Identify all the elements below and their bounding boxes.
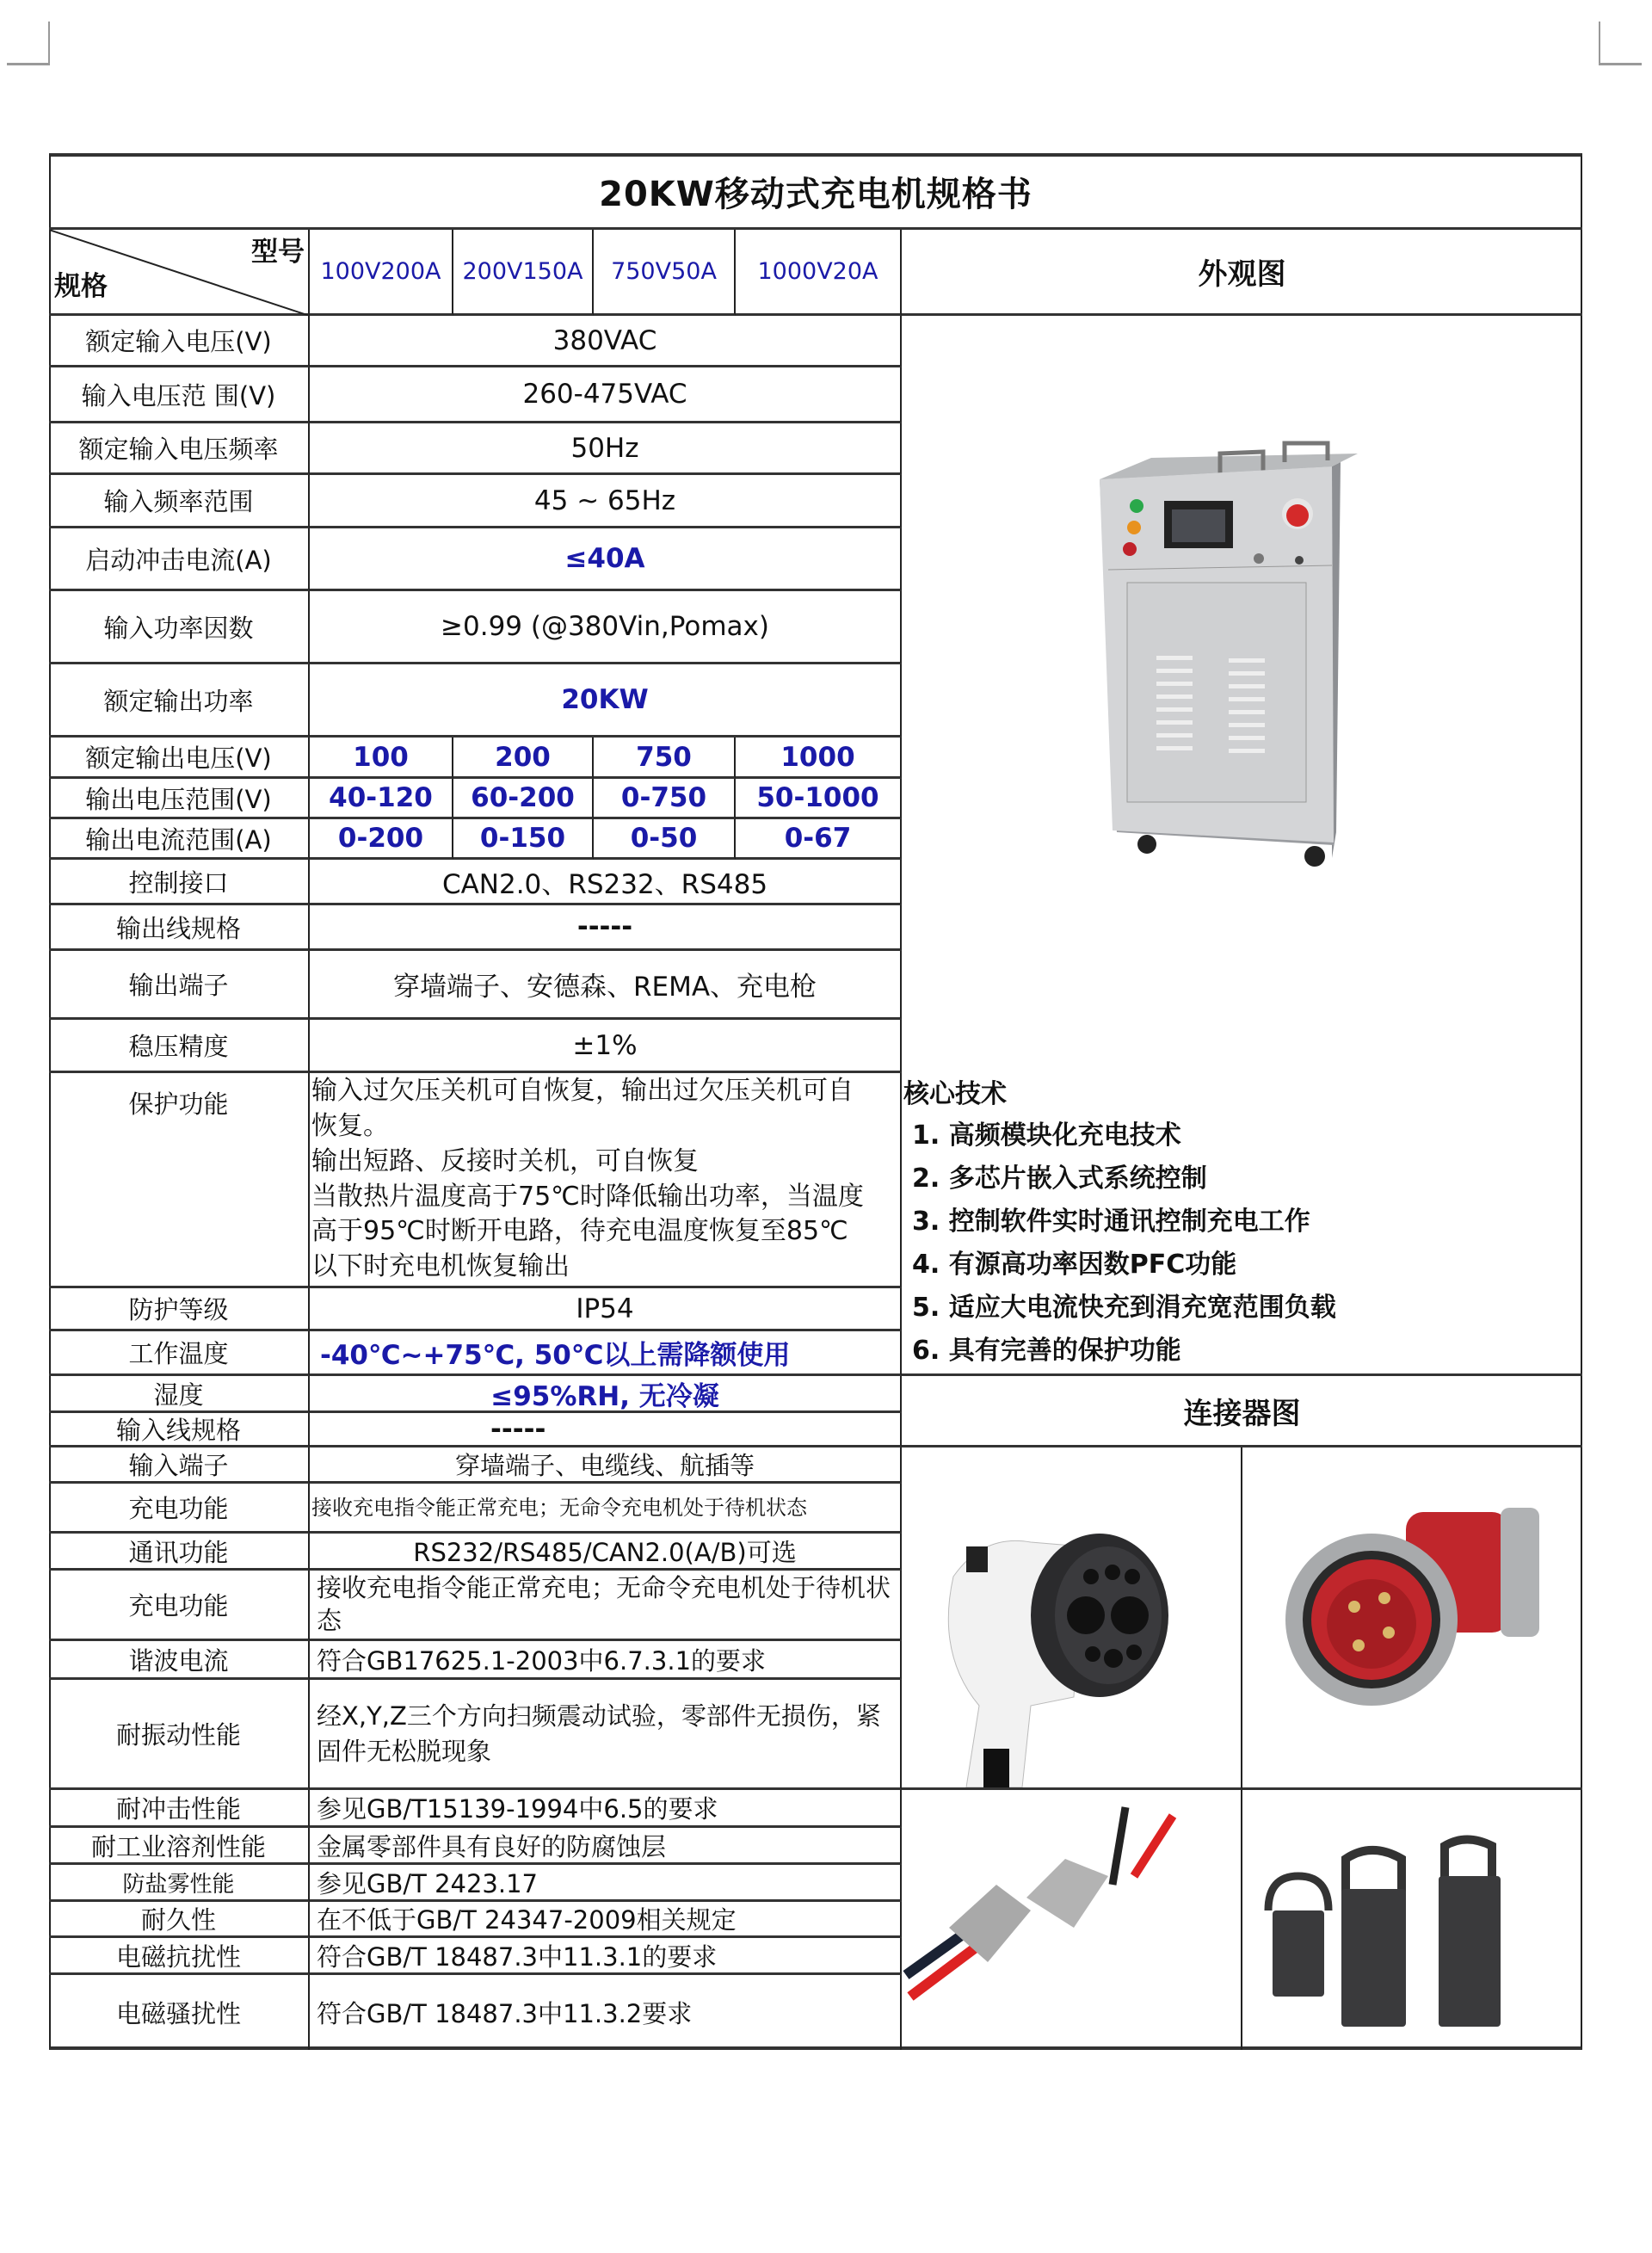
spec-value: 45 ~ 65Hz [310, 475, 902, 528]
model-value: 0-200 [310, 819, 453, 860]
spec-label: 启动冲击电流(A) [49, 528, 310, 591]
protection-line: 高于95℃时断开电路，待充电温度恢复至85℃ [311, 1216, 848, 1247]
ev-charging-gun-cell [902, 1447, 1242, 1790]
spec-label: 输入电压范 围(V) [49, 367, 310, 423]
spec-value: ≤95%RH, 无冷凝 [310, 1376, 902, 1413]
crop-mark-top-right [1599, 22, 1642, 65]
spec-label: 额定输入电压频率 [49, 423, 310, 475]
core-tech-item: 5. 适应大电流快充到涓充宽范围负载 [912, 1293, 1336, 1323]
spec-label: 充电功能 [49, 1571, 310, 1641]
spec-value: 260-475VAC [310, 367, 902, 423]
crop-mark-top-left [7, 22, 50, 65]
model-header-3: 750V50A [594, 230, 736, 316]
connector-header: 连接器图 [902, 1376, 1582, 1447]
protection-line: 输出短路、反接时关机，可自恢复 [311, 1145, 699, 1176]
core-tech-item: 6. 具有完善的保护功能 [912, 1336, 1181, 1366]
spec-label: 电磁骚扰性 [49, 1975, 310, 2050]
spec-label: 输入功率因数 [49, 591, 310, 664]
spec-value: 20KW [310, 664, 902, 738]
spec-value: 穿墙端子、安德森、REMA、充电枪 [310, 951, 902, 1020]
spec-label: 输入频率范围 [49, 475, 310, 528]
spec-value: ±1% [310, 1020, 902, 1073]
core-tech-item: 1. 高频模块化充电技术 [912, 1120, 1181, 1151]
spec-value: 参见GB/T 2423.17 [310, 1865, 902, 1902]
model-header-4: 1000V20A [736, 230, 902, 316]
spec-value: 接收充电指令能正常充电；无命令充电机处于待机状态 [310, 1571, 902, 1641]
spec-label: 电磁抗扰性 [49, 1938, 310, 1975]
spec-value: 符合GB/T 18487.3中11.3.1的要求 [310, 1938, 902, 1975]
spec-value: RS232/RS485/CAN2.0(A/B)可选 [310, 1534, 902, 1571]
spec-label: 防盐雾性能 [49, 1865, 310, 1902]
spec-value: ----- [310, 1413, 902, 1447]
spec-value: CAN2.0、RS232、RS485 [310, 860, 902, 905]
model-value: 40-120 [310, 779, 453, 819]
spec-label: 输出端子 [49, 951, 310, 1020]
spec-label: 耐振动性能 [49, 1680, 310, 1790]
page-title: 20KW移动式充电机规格书 [49, 155, 1582, 230]
spec-value: IP54 [310, 1288, 902, 1331]
protection-line: 恢复。 [311, 1110, 389, 1141]
core-tech-item: 2. 多芯片嵌入式系统控制 [912, 1164, 1207, 1194]
spec-label: 额定输入电压(V) [49, 316, 310, 367]
spec-label: 输出电流范围(A) [49, 819, 310, 860]
spec-label: 通讯功能 [49, 1534, 310, 1571]
model-header-1: 100V200A [310, 230, 453, 316]
spec-label: 输出电压范围(V) [49, 779, 310, 819]
spec-value: 接收充电指令能正常充电；无命令充电机处于待机状态 [310, 1484, 902, 1534]
model-value: 60-200 [453, 779, 594, 819]
spec-value: 参见GB/T15139-1994中6.5的要求 [310, 1790, 902, 1828]
spec-value: 在不低于GB/T 24347-2009相关规定 [310, 1902, 902, 1938]
protection-line: 当散热片温度高于75℃时降低输出功率，当温度 [311, 1181, 864, 1212]
model-value: 750 [594, 738, 736, 779]
spec-label: 输入线规格 [49, 1413, 310, 1447]
core-tech-item: 3. 控制软件实时通讯控制充电工作 [912, 1207, 1310, 1237]
spec-value: 穿墙端子、电缆线、航插等 [310, 1447, 902, 1484]
industrial-red-plug-image [1242, 1447, 1582, 1787]
spec-value: 符合GB17625.1-2003中6.7.3.1的要求 [310, 1641, 902, 1680]
anderson-connector-image [902, 1790, 1241, 2048]
spec-label: 工作温度 [49, 1331, 310, 1376]
model-header-2: 200V150A [453, 230, 594, 316]
spec-label: 充电功能 [49, 1484, 310, 1534]
appearance-header: 外观图 [902, 230, 1582, 316]
anderson-connector-cell [902, 1790, 1242, 2050]
industrial-plug-cell [1242, 1447, 1582, 1790]
spec-label: 防护等级 [49, 1288, 310, 1331]
core-tech-title: 核心技术 [903, 1079, 1007, 1109]
model-value: 0-67 [736, 819, 902, 860]
spec-value: -40℃~+75℃, 50℃以上需降额使用 [310, 1331, 902, 1376]
spec-label: 额定输出功率 [49, 664, 310, 738]
corner-cell [49, 230, 310, 316]
charger-unit-image [902, 316, 1582, 1073]
spec-value: 符合GB/T 18487.3中11.3.2要求 [310, 1975, 902, 2050]
corner-spec-label: 规格 [54, 271, 108, 302]
protection-line: 以下时充电机恢复输出 [311, 1251, 570, 1282]
rema-connector-image [1242, 1790, 1582, 2048]
spec-label: 谐波电流 [49, 1641, 310, 1680]
model-value: 50-1000 [736, 779, 902, 819]
spec-label: 耐久性 [49, 1902, 310, 1938]
ev-charging-gun-image [902, 1447, 1241, 1787]
spec-value: ≤40A [310, 528, 902, 591]
model-value: 1000 [736, 738, 902, 779]
protection-text [310, 1073, 902, 1288]
spec-label: 额定输出电压(V) [49, 738, 310, 779]
core-tech-item: 4. 有源高功率因数PFC功能 [912, 1250, 1237, 1280]
spec-label: 控制接口 [49, 860, 310, 905]
spec-value: ----- [310, 905, 902, 951]
core-tech-panel [902, 1073, 1582, 1376]
spec-label: 输出线规格 [49, 905, 310, 951]
model-value: 0-50 [594, 819, 736, 860]
protection-line: 输入过欠压关机可自恢复，输出过欠压关机可自 [311, 1076, 854, 1107]
corner-model-label: 型号 [251, 237, 305, 268]
spec-label: 耐冲击性能 [49, 1790, 310, 1828]
spec-label: 耐工业溶剂性能 [49, 1828, 310, 1865]
model-value: 0-750 [594, 779, 736, 819]
spec-value: 380VAC [310, 316, 902, 367]
spec-value: 金属零部件具有良好的防腐蚀层 [310, 1828, 902, 1865]
model-value: 100 [310, 738, 453, 779]
spec-value: 50Hz [310, 423, 902, 475]
model-value: 0-150 [453, 819, 594, 860]
spec-label: 湿度 [49, 1376, 310, 1413]
model-value: 200 [453, 738, 594, 779]
spec-label: 保护功能 [49, 1073, 310, 1288]
spec-value: 经X,Y,Z三个方向扫频震动试验，零部件无损伤，紧固件无松脱现象 [310, 1680, 902, 1790]
spec-label: 稳压精度 [49, 1020, 310, 1073]
spec-label: 输入端子 [49, 1447, 310, 1484]
appearance-photo-cell [902, 316, 1582, 1073]
spec-value: ≥0.99 (@380Vin,Pomax) [310, 591, 902, 664]
rema-connector-cell [1242, 1790, 1582, 2050]
